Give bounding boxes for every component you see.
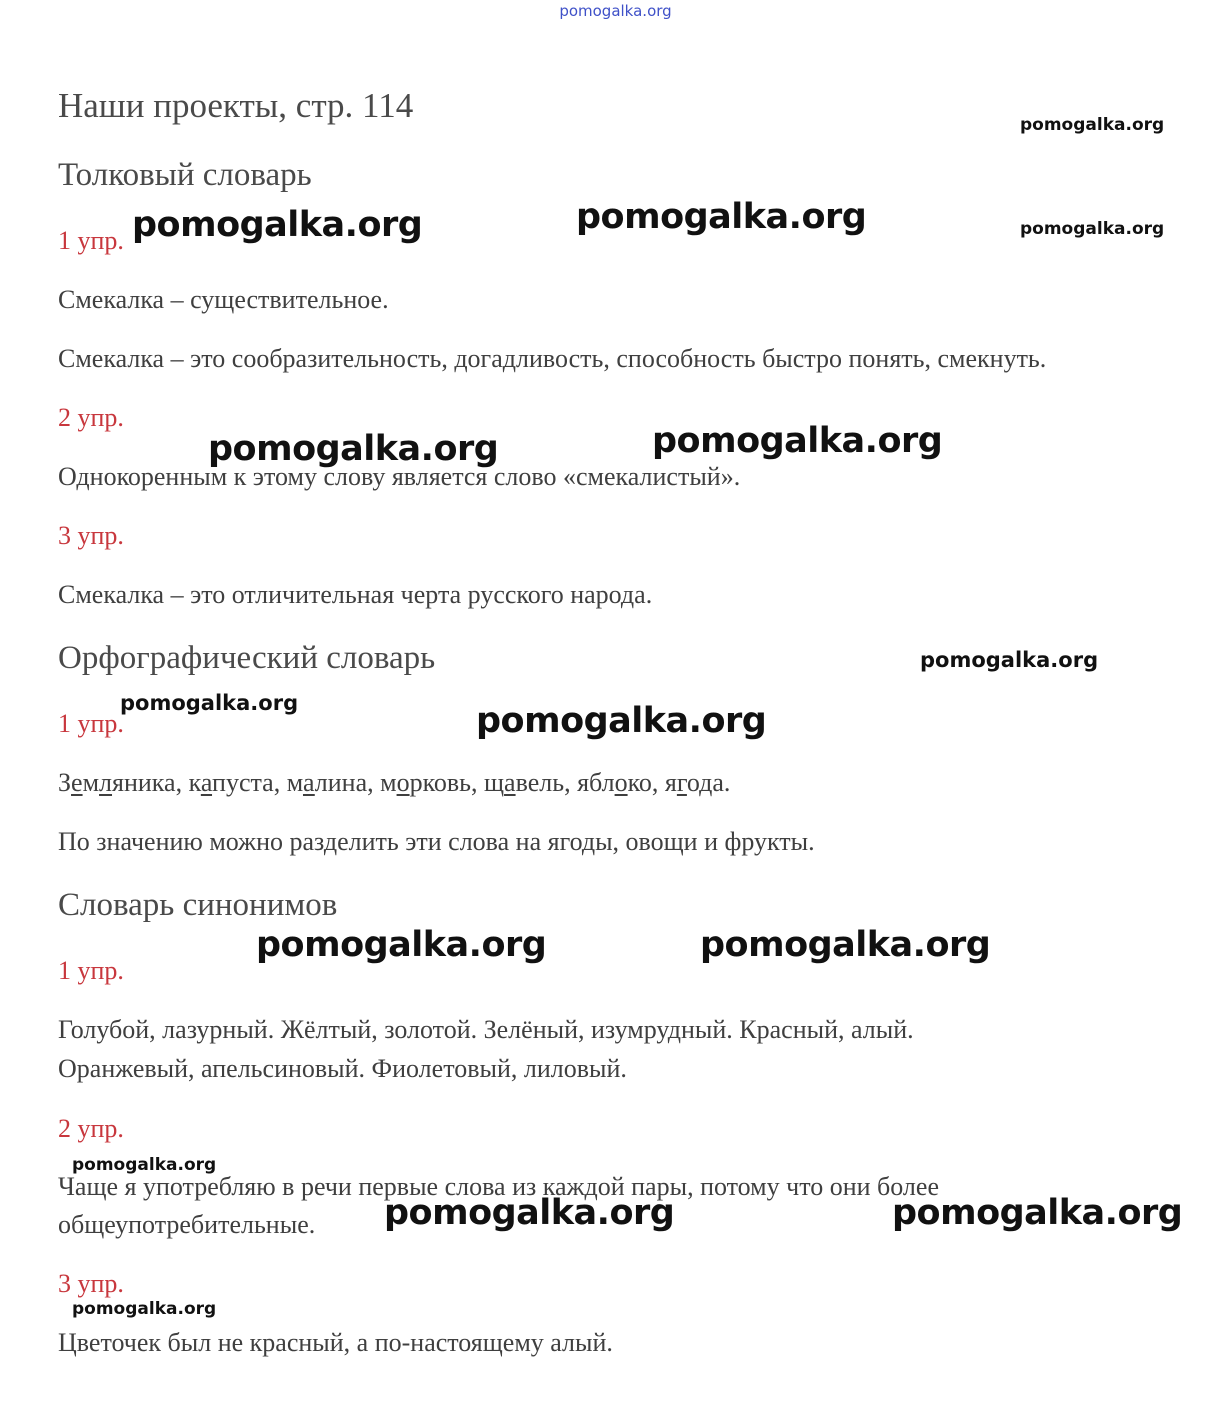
watermark: pomogalka.org bbox=[132, 205, 423, 245]
answer-words-line: Земляника, капуста, малина, морковь, щавель, яблоко, ягода. bbox=[58, 768, 731, 797]
answer-text: Однокоренным к этому слову является слово «смекалистый». bbox=[58, 462, 741, 491]
exercise-label: 3 упр. bbox=[58, 521, 124, 550]
watermark: pomogalka.org bbox=[700, 925, 991, 965]
exercise-label: 1 упр. bbox=[58, 709, 124, 738]
exercise-label: 1 упр. bbox=[58, 226, 124, 255]
answer-text: Голубой, лазурный. Жёлтый, золотой. Зелёный, изумрудный. Красный, алый. bbox=[58, 1015, 914, 1044]
watermark: pomogalka.org bbox=[892, 1193, 1183, 1233]
watermark: pomogalka.org bbox=[384, 1193, 675, 1233]
watermark: pomogalka.org bbox=[652, 421, 943, 461]
exercise-label: 1 упр. bbox=[58, 956, 124, 985]
top-watermark: pomogalka.org bbox=[559, 2, 672, 20]
watermark: pomogalka.org bbox=[1020, 219, 1165, 239]
watermark: pomogalka.org bbox=[72, 1155, 217, 1175]
page-title: Наши проекты, стр. 114 bbox=[58, 86, 414, 125]
answer-text: Смекалка – существительное. bbox=[58, 285, 389, 314]
exercise-label: 2 упр. bbox=[58, 403, 124, 432]
watermark: pomogalka.org bbox=[576, 197, 867, 237]
watermark: pomogalka.org bbox=[920, 648, 1099, 672]
watermark: pomogalka.org bbox=[72, 1299, 217, 1319]
watermark: pomogalka.org bbox=[256, 925, 547, 965]
answer-text: Смекалка – это отличительная черта русского народа. bbox=[58, 580, 653, 609]
section-heading-explanatory-dictionary: Толковый словарь bbox=[58, 157, 312, 193]
answer-text: Смекалка – это сообразительность, догадливость, способность быстро понять, смекнуть. bbox=[58, 344, 1047, 373]
answer-text: Оранжевый, апельсиновый. Фиолетовый, лиловый. bbox=[58, 1054, 627, 1083]
exercise-label: 2 упр. bbox=[58, 1114, 124, 1143]
watermark: pomogalka.org bbox=[208, 429, 499, 469]
answer-text: Цветочек был не красный, а по-настоящему алый. bbox=[58, 1328, 613, 1357]
answer-text: По значению можно разделить эти слова на ягоды, овощи и фрукты. bbox=[58, 827, 815, 856]
section-heading-spelling-dictionary: Орфографический словарь bbox=[58, 640, 436, 676]
watermark: pomogalka.org bbox=[120, 691, 299, 715]
watermark: pomogalka.org bbox=[1020, 115, 1165, 135]
section-heading-synonyms-dictionary: Словарь синонимов bbox=[58, 887, 338, 923]
answer-text: общеупотребительные. bbox=[58, 1210, 316, 1239]
answer-text: Чаще я употребляю в речи первые слова из каждой пары, потому что они более bbox=[58, 1172, 939, 1201]
exercise-label: 3 упр. bbox=[58, 1269, 124, 1298]
watermark: pomogalka.org bbox=[476, 701, 767, 741]
